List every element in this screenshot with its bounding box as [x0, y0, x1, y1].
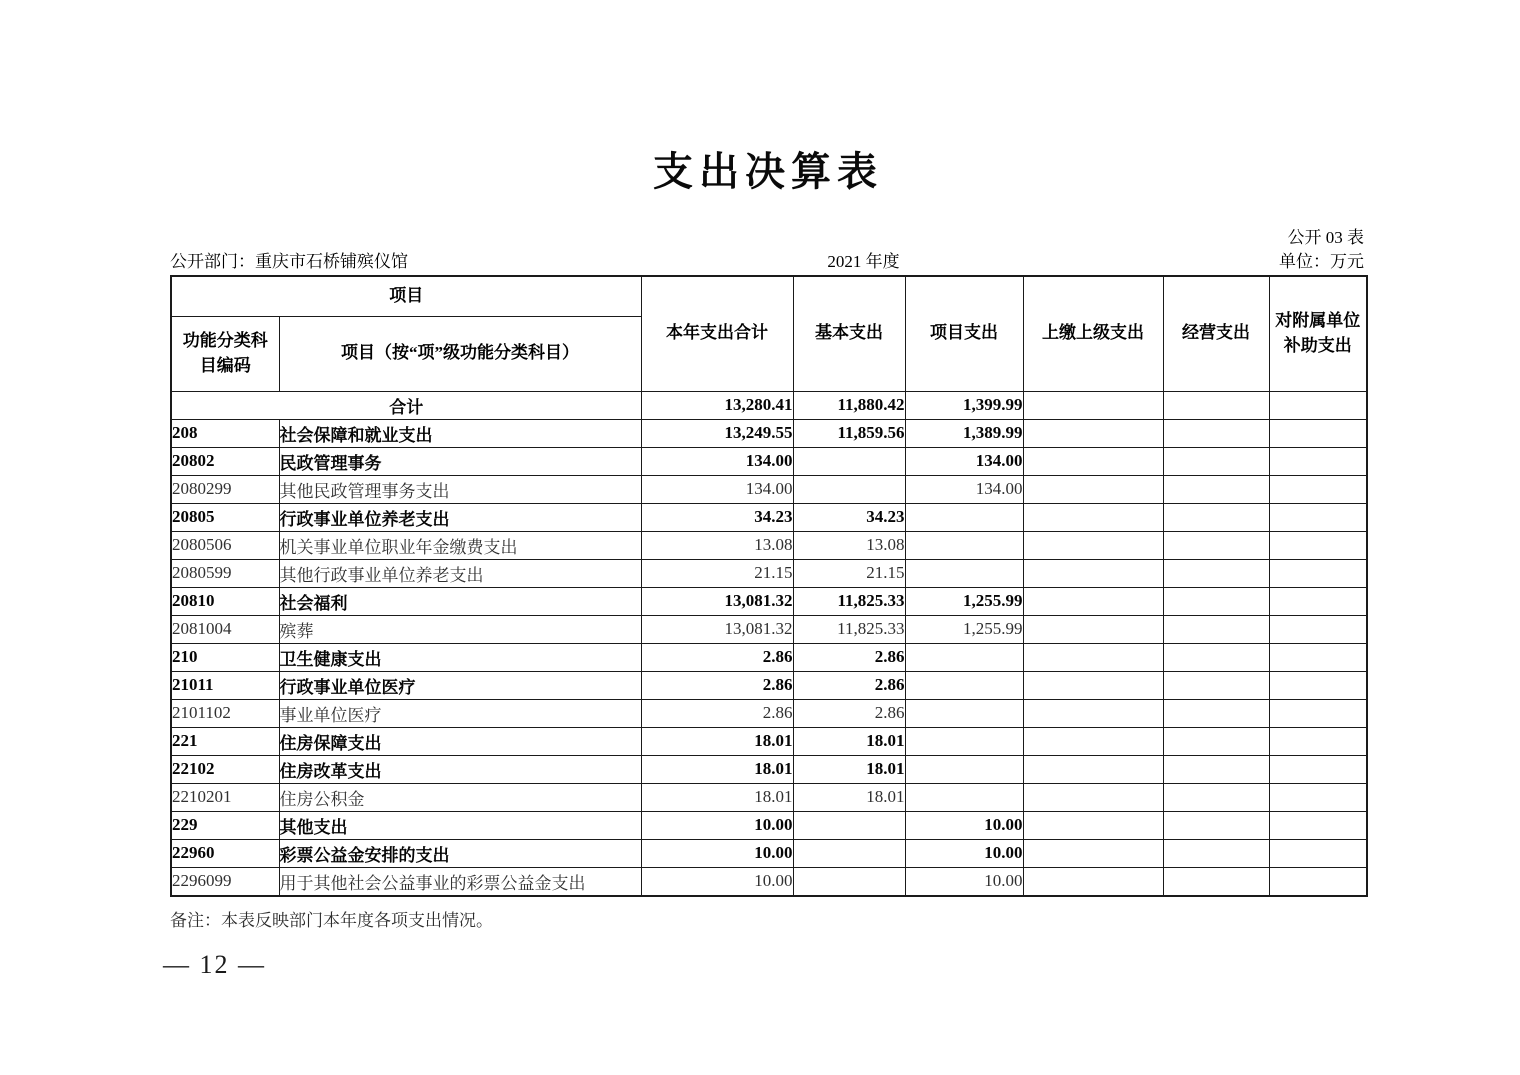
basic-cell: 34.23 — [793, 503, 905, 531]
page-content — [170, 0, 1366, 931]
subsidy-cell — [1269, 615, 1367, 643]
project-cell — [905, 783, 1023, 811]
project-cell — [905, 727, 1023, 755]
code-cell: 20805 — [171, 503, 279, 531]
name-cell: 住房改革支出 — [279, 755, 641, 783]
operating-cell — [1163, 867, 1269, 896]
project-cell — [905, 699, 1023, 727]
basic-cell: 18.01 — [793, 727, 905, 755]
unit-label: 单位：万元 — [1279, 252, 1364, 271]
table-row — [171, 867, 1367, 896]
total-cell: 13.08 — [641, 531, 793, 559]
header-project-group: 项目 — [171, 276, 641, 316]
table-row — [171, 755, 1367, 783]
project-cell — [905, 643, 1023, 671]
total-cell: 134.00 — [641, 447, 793, 475]
operating-cell — [1163, 531, 1269, 559]
operating-cell — [1163, 447, 1269, 475]
code-cell: 208 — [171, 419, 279, 447]
subsidy-cell — [1269, 587, 1367, 615]
remit-cell — [1023, 503, 1163, 531]
basic-cell: 18.01 — [793, 755, 905, 783]
code-cell: 2101102 — [171, 699, 279, 727]
subsidy-cell — [1269, 643, 1367, 671]
operating-cell — [1163, 391, 1269, 419]
code-cell: 20802 — [171, 447, 279, 475]
header-project: 项目（按“项”级功能分类科目） — [279, 316, 641, 391]
table-row — [171, 503, 1367, 531]
basic-cell — [793, 811, 905, 839]
name-cell: 用于其他社会公益事业的彩票公益金支出 — [279, 867, 641, 896]
operating-cell — [1163, 811, 1269, 839]
name-cell: 社会保障和就业支出 — [279, 419, 641, 447]
name-cell: 卫生健康支出 — [279, 643, 641, 671]
code-cell: 221 — [171, 727, 279, 755]
table-row — [171, 783, 1367, 811]
name-cell: 其他行政事业单位养老支出 — [279, 559, 641, 587]
project-cell: 134.00 — [905, 447, 1023, 475]
total-cell: 13,081.32 — [641, 615, 793, 643]
fiscal-year-label: 2021 年度 — [827, 252, 900, 271]
remit-cell — [1023, 839, 1163, 867]
code-cell: 2080599 — [171, 559, 279, 587]
table-row — [171, 615, 1367, 643]
subsidy-cell — [1269, 419, 1367, 447]
operating-cell — [1163, 615, 1269, 643]
operating-cell — [1163, 503, 1269, 531]
subsidy-cell — [1269, 811, 1367, 839]
header-subsidy: 对附属单位补助支出 — [1269, 276, 1367, 391]
subsidy-cell — [1269, 867, 1367, 896]
total-cell: 2.86 — [641, 671, 793, 699]
subsidy-cell — [1269, 559, 1367, 587]
table-meta-row — [170, 251, 1366, 273]
operating-cell — [1163, 419, 1269, 447]
remit-cell — [1023, 447, 1163, 475]
total-cell: 134.00 — [641, 475, 793, 503]
table-code-label: 公开 03 表 — [1287, 228, 1364, 247]
project-cell — [905, 559, 1023, 587]
table-row — [171, 839, 1367, 867]
total-cell: 13,081.32 — [641, 587, 793, 615]
project-cell — [905, 503, 1023, 531]
subsidy-cell — [1269, 503, 1367, 531]
basic-cell: 21.15 — [793, 559, 905, 587]
project-cell — [905, 531, 1023, 559]
project-cell — [905, 671, 1023, 699]
remit-cell — [1023, 867, 1163, 896]
total-cell: 2.86 — [641, 699, 793, 727]
code-cell: 2210201 — [171, 783, 279, 811]
header-project-exp: 项目支出 — [905, 276, 1023, 391]
subsidy-cell — [1269, 727, 1367, 755]
code-cell: 20810 — [171, 587, 279, 615]
subsidy-cell — [1269, 391, 1367, 419]
basic-cell: 18.01 — [793, 783, 905, 811]
name-cell: 殡葬 — [279, 615, 641, 643]
name-cell: 其他民政管理事务支出 — [279, 475, 641, 503]
header-remit: 上缴上级支出 — [1023, 276, 1163, 391]
name-cell: 机关事业单位职业年金缴费支出 — [279, 531, 641, 559]
table-row — [171, 699, 1367, 727]
remit-cell — [1023, 475, 1163, 503]
page-title: 支出决算表 — [653, 149, 883, 194]
name-cell: 彩票公益金安排的支出 — [279, 839, 641, 867]
remit-cell — [1023, 783, 1163, 811]
remit-cell — [1023, 559, 1163, 587]
name-cell: 事业单位医疗 — [279, 699, 641, 727]
subsidy-cell — [1269, 531, 1367, 559]
table-row — [171, 559, 1367, 587]
remit-cell — [1023, 419, 1163, 447]
subsidy-cell — [1269, 671, 1367, 699]
basic-cell — [793, 447, 905, 475]
total-cell: 13,249.55 — [641, 419, 793, 447]
total-cell: 10.00 — [641, 811, 793, 839]
code-cell: 2080506 — [171, 531, 279, 559]
total-cell: 10.00 — [641, 839, 793, 867]
name-cell: 行政事业单位医疗 — [279, 671, 641, 699]
basic-cell: 2.86 — [793, 671, 905, 699]
project-cell: 1,255.99 — [905, 587, 1023, 615]
name-cell: 社会福利 — [279, 587, 641, 615]
total-cell: 18.01 — [641, 755, 793, 783]
subsidy-cell — [1269, 475, 1367, 503]
remit-cell — [1023, 671, 1163, 699]
operating-cell — [1163, 643, 1269, 671]
remit-cell — [1023, 699, 1163, 727]
subsidy-cell — [1269, 699, 1367, 727]
basic-cell: 2.86 — [793, 643, 905, 671]
subsidy-cell — [1269, 783, 1367, 811]
code-cell: 2080299 — [171, 475, 279, 503]
name-cell: 住房公积金 — [279, 783, 641, 811]
operating-cell — [1163, 475, 1269, 503]
operating-cell — [1163, 671, 1269, 699]
code-cell: 21011 — [171, 671, 279, 699]
header-total: 本年支出合计 — [641, 276, 793, 391]
code-cell: 229 — [171, 811, 279, 839]
basic-cell: 11,859.56 — [793, 419, 905, 447]
basic-cell — [793, 867, 905, 896]
basic-cell: 11,825.33 — [793, 615, 905, 643]
total-cell: 2.86 — [641, 643, 793, 671]
total-cell: 18.01 — [641, 783, 793, 811]
remit-cell — [1023, 615, 1163, 643]
operating-cell — [1163, 727, 1269, 755]
row-label: 合计 — [171, 391, 641, 419]
total-cell: 21.15 — [641, 559, 793, 587]
project-cell: 1,389.99 — [905, 419, 1023, 447]
name-cell: 民政管理事务 — [279, 447, 641, 475]
header-operating: 经营支出 — [1163, 276, 1269, 391]
subsidy-cell — [1269, 447, 1367, 475]
total-cell: 10.00 — [641, 867, 793, 896]
name-cell: 行政事业单位养老支出 — [279, 503, 641, 531]
table-row-total — [171, 391, 1367, 419]
expenditure-table — [170, 275, 1368, 897]
table-row — [171, 727, 1367, 755]
table-row — [171, 587, 1367, 615]
remit-cell — [1023, 727, 1163, 755]
remit-cell — [1023, 531, 1163, 559]
footnote: 备注：本表反映部门本年度各项支出情况。 — [170, 910, 493, 930]
project-cell: 134.00 — [905, 475, 1023, 503]
total-cell: 13,280.41 — [641, 391, 793, 419]
table-row — [171, 643, 1367, 671]
table-row — [171, 475, 1367, 503]
operating-cell — [1163, 839, 1269, 867]
project-cell: 1,255.99 — [905, 615, 1023, 643]
project-cell: 10.00 — [905, 811, 1023, 839]
basic-cell: 11,825.33 — [793, 587, 905, 615]
header-basic: 基本支出 — [793, 276, 905, 391]
operating-cell — [1163, 783, 1269, 811]
project-cell: 1,399.99 — [905, 391, 1023, 419]
remit-cell — [1023, 587, 1163, 615]
remit-cell — [1023, 811, 1163, 839]
basic-cell: 11,880.42 — [793, 391, 905, 419]
remit-cell — [1023, 755, 1163, 783]
remit-cell — [1023, 643, 1163, 671]
code-cell: 22102 — [171, 755, 279, 783]
code-cell: 2296099 — [171, 867, 279, 896]
name-cell: 住房保障支出 — [279, 727, 641, 755]
table-row — [171, 447, 1367, 475]
name-cell: 其他支出 — [279, 811, 641, 839]
page-number: — 12 — — [163, 950, 266, 979]
project-cell: 10.00 — [905, 867, 1023, 896]
total-cell: 18.01 — [641, 727, 793, 755]
table-row — [171, 531, 1367, 559]
table-row — [171, 671, 1367, 699]
project-cell — [905, 755, 1023, 783]
header-row-group — [171, 276, 1367, 316]
operating-cell — [1163, 587, 1269, 615]
operating-cell — [1163, 755, 1269, 783]
remit-cell — [1023, 391, 1163, 419]
total-cell: 34.23 — [641, 503, 793, 531]
code-cell: 2081004 — [171, 615, 279, 643]
basic-cell: 2.86 — [793, 699, 905, 727]
operating-cell — [1163, 559, 1269, 587]
basic-cell — [793, 475, 905, 503]
basic-cell: 13.08 — [793, 531, 905, 559]
table-row — [171, 811, 1367, 839]
table-row — [171, 419, 1367, 447]
code-cell: 22960 — [171, 839, 279, 867]
subsidy-cell — [1269, 839, 1367, 867]
header-code: 功能分类科目编码 — [171, 316, 279, 391]
basic-cell — [793, 839, 905, 867]
subsidy-cell — [1269, 755, 1367, 783]
department-label: 公开部门：重庆市石桥铺殡仪馆 — [170, 252, 408, 271]
code-cell: 210 — [171, 643, 279, 671]
project-cell: 10.00 — [905, 839, 1023, 867]
operating-cell — [1163, 699, 1269, 727]
